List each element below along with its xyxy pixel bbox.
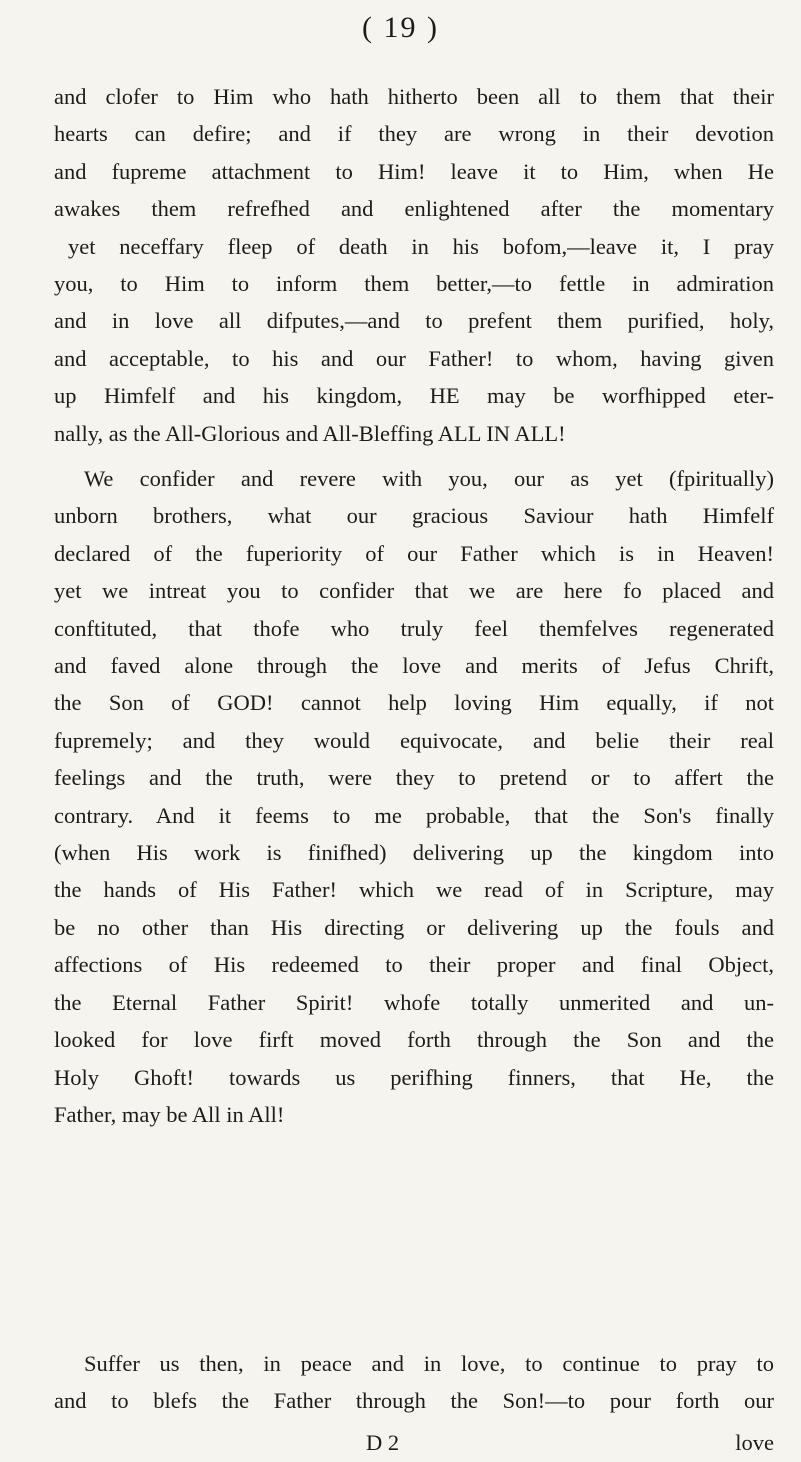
text-line: Holy Ghoft! towards us perifhing finners, that He, the [54, 1064, 774, 1090]
text-line: looked for love firft moved forth through the Son and the [54, 1027, 774, 1053]
text-line: awakes them refrefhed and enlightened after the momentary [54, 196, 774, 222]
text-line: conftituted, that thofe who truly feel themfelves regenerated [54, 615, 774, 641]
paragraph-1 [54, 78, 774, 452]
text-line: contrary. And it feems to me probable, that the Son's finally [54, 802, 774, 828]
text-line: and fupreme attachment to Him! leave it to Him, when He [54, 158, 774, 184]
text-line: (when His work is finifhed) delivering up the kingdom into [54, 840, 774, 866]
text-line: feelings and the truth, were they to pretend or to affert the [54, 765, 774, 791]
signature-mark: D 2 [366, 1430, 400, 1455]
text-line: and clofer to Him who hath hitherto been all to them that their [54, 84, 774, 109]
page-number: ( 19 ) [362, 11, 439, 44]
paragraph-3 [54, 1345, 774, 1420]
text-line: and faved alone through the love and merits of Jefus Chrift, [54, 653, 774, 679]
text-line: Father, may be All in All! [54, 1101, 285, 1127]
text-line: the Eternal Father Spirit! whofe totally unmerited and un- [54, 989, 774, 1015]
text-line: affections of His redeemed to their proper and final Object, [54, 952, 774, 978]
text-line: and in love all difputes,—and to prefent them purified, holy, [54, 308, 774, 334]
text-line: yet neceffary fleep of death in his bofom,—leave it, I pray [68, 233, 774, 259]
paragraph-2 [54, 460, 774, 1133]
text-line: be no other than His directing or delivering up the fouls and [54, 914, 774, 940]
text-line: unborn brothers, what our gracious Saviour hath Himfelf [54, 503, 774, 529]
text-line: nally, as the All-Glorious and All-Bleffing ALL IN ALL! [54, 420, 566, 446]
text-line: the hands of His Father! which we read of in Scripture, may [54, 877, 774, 903]
text-line: yet we intreat you to confider that we are here fo placed and [54, 578, 774, 604]
text-line: declared of the fuperiority of our Father which is in Heaven! [54, 540, 774, 566]
text-line: and acceptable, to his and our Father! to whom, having given [54, 345, 774, 371]
text-line: Suffer us then, in peace and in love, to continue to pray to [84, 1351, 774, 1376]
text-line: you, to Him to inform them better,—to fettle in admiration [54, 271, 774, 297]
catchword: love [735, 1430, 774, 1455]
text-line: fupremely; and they would equivocate, and belie their real [54, 727, 774, 753]
text-line: We confider and revere with you, our as yet (fpiritually) [84, 466, 774, 491]
text-line: and to blefs the Father through the Son!—to pour forth our [54, 1388, 774, 1414]
text-line: up Himfelf and his kingdom, HE may be worfhipped eter- [54, 383, 774, 409]
text-line: hearts can defire; and if they are wrong in their devotion [54, 121, 774, 147]
text-line: the Son of GOD! cannot help loving Him equally, if not [54, 690, 774, 716]
